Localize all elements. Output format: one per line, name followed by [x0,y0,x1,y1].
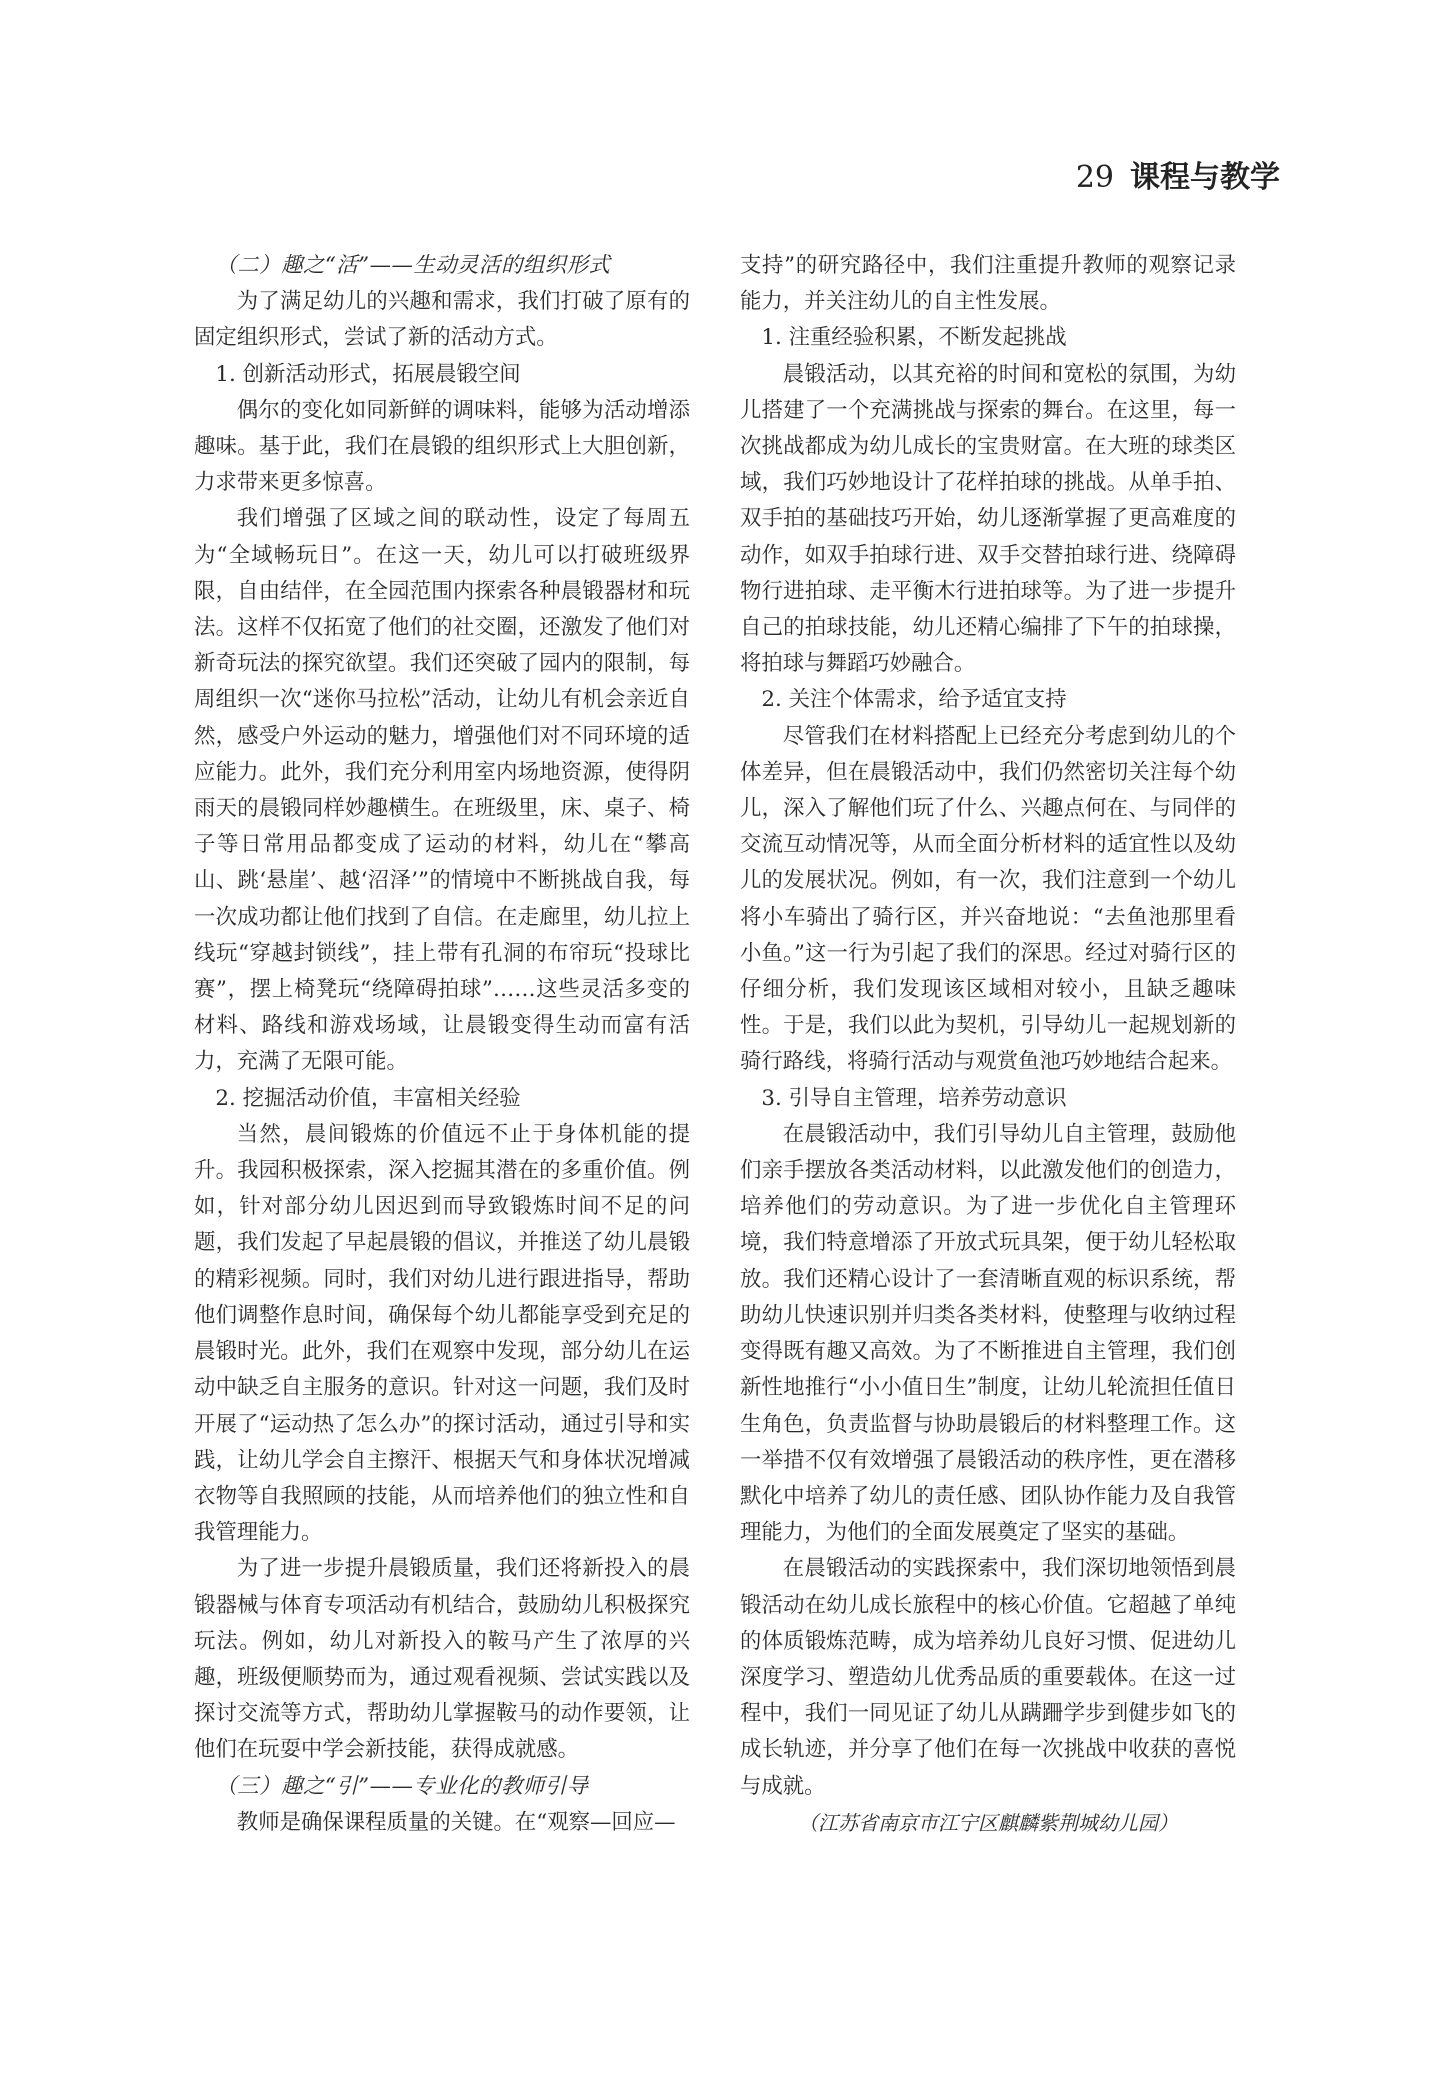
left-text-column [194,248,690,1841]
paragraph: 教师是确保课程质量的关键。在“观察—回应— [236,1809,676,1835]
subsection-heading: 2. 关注个体需求，给予适宜支持 [761,687,1067,713]
subsection-heading: 1. 注重经验积累，不断发起挑战 [761,325,1067,351]
paragraph: 尽管我们在材料搭配上已经充分考虑到幼儿的个体差异，但在晨锻活动中，我们仍然密切关注每个幼儿，深入了解他们玩了什么、兴趣点何在、与同伴的交流互动情况等，从而全面分析材料的适宜性以及幼儿的发展状况。例如，有一次，我们注意到一个幼儿将小车骑出了骑行区，并兴奋地说：“去鱼池那里看小鱼。”这一行为引起了我们的深思。经过对骑行区的仔细分析，我们发现该区域相对较小，且缺乏趣味性。于是，我们以此为契机，引导幼儿一起规划新的骑行路线，将骑行活动与观赏鱼池巧妙地结合起来。 [740,723,1236,1075]
paragraph: 为了进一步提升晨锻质量，我们还将新投入的晨锻器械与体育专项活动有机结合，鼓励幼儿积极探究玩法。例如，幼儿对新投入的鞍马产生了浓厚的兴趣，班级便顺势而为，通过观看视频、尝试实践以及探讨交流等方式，帮助幼儿掌握鞍马的动作要领，让他们在玩耍中学会新技能，获得成就感。 [194,1556,690,1763]
paragraph: 在晨锻活动的实践探索中，我们深切地领悟到晨锻活动在幼儿成长旅程中的核心价值。它超越了单纯的体质锻炼范畴，成为培养幼儿良好习惯、促进幼儿深度学习、塑造幼儿优秀品质的重要载体。在这一过程中，我们一同见证了幼儿从蹒跚学步到健步如飞的成长轨迹，并分享了他们在每一次挑战中收获的喜悦与成就。 [740,1556,1236,1799]
page-number: 29 [1075,160,1114,195]
subsection-heading: 1. 创新活动形式，拓展晨锻空间 [215,361,521,387]
right-text-column [740,248,1236,1841]
paragraph: 晨锻活动，以其充裕的时间和宽松的氛围，为幼儿搭建了一个充满挑战与探索的舞台。在这里，每一次挑战都成为幼儿成长的宝贵财富。在大班的球类区域，我们巧妙地设计了花样拍球的挑战。从单手拍、双手拍的基础技巧开始，幼儿逐渐掌握了更高难度的动作，如双手拍球行进、双手交替拍球行进、绕障碍物行进拍球、走平衡木行进拍球等。为了进一步提升自己的拍球技能，幼儿还精心编排了下午的拍球操，将拍球与舞蹈巧妙融合。 [740,361,1236,677]
section-heading: （三）趣之“引”——专业化的教师引导 [215,1773,589,1799]
paragraph: 当然，晨间锻炼的价值远不止于身体机能的提升。我园积极探索，深入挖掘其潜在的多重价值。例如，针对部分幼儿因迟到而导致锻炼时间不足的问题，我们发起了早起晨锻的倡议，并推送了幼儿晨锻的精彩视频。同时，我们对幼儿进行跟进指导，帮助他们调整作息时间，确保每个幼儿都能享受到充足的晨锻时光。此外，我们在观察中发现，部分幼儿在运动中缺乏自主服务的意识。针对这一问题，我们及时开展了“运动热了怎么办”的探讨活动，通过引导和实践，让幼儿学会自主擦汗、根据天气和身体状况增减衣物等自我照顾的技能，从而培养他们的独立性和自我管理能力。 [194,1121,690,1546]
paragraph: 我们增强了区域之间的联动性，设定了每周五为“全域畅玩日”。在这一天，幼儿可以打破班级界限，自由结伴，在全园范围内探索各种晨锻器材和玩法。这样不仅拓宽了他们的社交圈，还激发了他们对新奇玩法的探究欲望。我们还突破了园内的限制，每周组织一次“迷你马拉松”活动，让幼儿有机会亲近自然，感受户外运动的魅力，增强他们对不同环境的适应能力。此外，我们充分利用室内场地资源，使得阴雨天的晨锻同样妙趣横生。在班级里，床、桌子、椅子等日常用品都变成了运动的材料，幼儿在“攀高山、跳‘悬崖’、越‘沼泽’”的情境中不断挑战自我，每一次成功都让他们找到了自信。在走廊里，幼儿拉上线玩“穿越封锁线”，挂上带有孔洞的布帘玩“投球比赛”，摆上椅凳玩“绕障碍拍球”……这些灵活多变的材料、路线和游戏场域，让晨锻变得生动而富有活力，充满了无限可能。 [194,506,690,1075]
subsection-heading: 3. 引导自主管理，培养劳动意识 [761,1085,1067,1111]
paragraph: 支持”的研究路径中，我们注重提升教师的观察记录能力，并关注幼儿的自主性发展。 [740,253,1236,315]
paragraph: 为了满足幼儿的兴趣和需求，我们打破了原有的固定组织形式，尝试了新的活动方式。 [194,289,690,351]
paragraph: 在晨锻活动中，我们引导幼儿自主管理，鼓励他们亲手摆放各类活动材料，以此激发他们的创造力，培养他们的劳动意识。为了进一步优化自主管理环境，我们特意增添了开放式玩具架，便于幼儿轻松取放。我们还精心设计了一套清晰直观的标识系统，帮助幼儿快速识别并归类各类材料，使整理与收纳过程变得既有趣又高效。为了不断推进自主管理，我们创新性地推行“小小值日生”制度，让幼儿轮流担任值日生角色，负责监督与协助晨锻后的材料整理工作。这一举措不仅有效增强了晨锻活动的秩序性，更在潜移默化中培养了幼儿的责任感、团队协作能力及自我管理能力，为他们的全面发展奠定了坚实的基础。 [740,1121,1236,1546]
paragraph: 偶尔的变化如同新鲜的调味料，能够为活动增添趣味。基于此，我们在晨锻的组织形式上大胆创新，力求带来更多惊喜。 [194,397,690,496]
subsection-heading: 2. 挖掘活动价值，丰富相关经验 [215,1085,521,1111]
author-affiliation: （江苏省南京市江宁区麒麟紫荆城幼儿园） [798,1810,1178,1835]
section-title: 课程与教学 [1130,160,1280,195]
page-header [1076,152,1280,196]
section-heading: （二）趣之“活”——生动灵活的组织形式 [215,253,611,278]
